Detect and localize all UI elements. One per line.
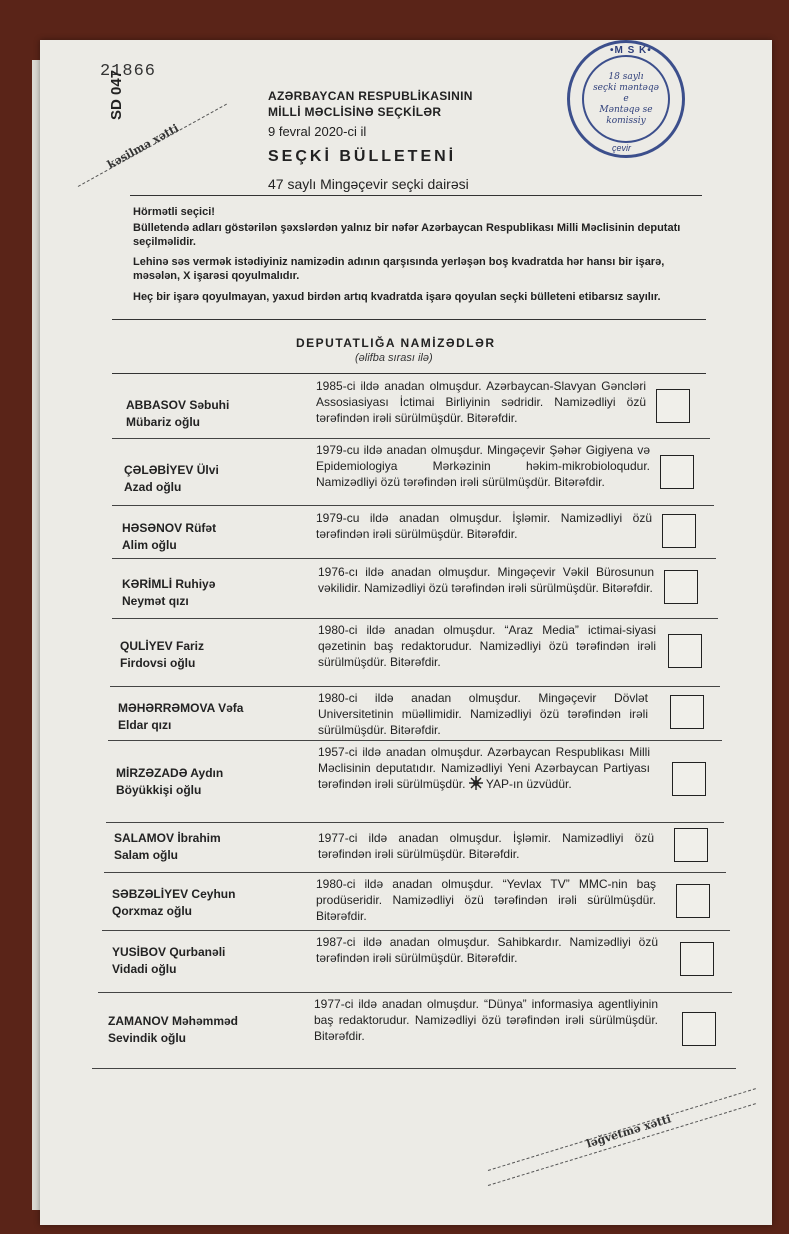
candidate-bio: 1985-ci ildə anadan olmuşdur. Azərbaycan-Slavyan Gəncləri Assosiasiyası İctimai Birliyinin sədridir. Namizədliyi özü tərəfindən irəli sürülmüşdür. Bitərəfdir. (316, 379, 646, 425)
commission-stamp (567, 40, 685, 158)
row-divider (112, 505, 714, 506)
ballot-title: SEÇKİ BÜLLETENİ (268, 148, 457, 165)
candidate-bio: 1957-ci ildə anadan olmuşdur. Azərbaycan Respublikası Milli Məclisinin deputatıdır. Namizədliyi Yeni Azərbaycan Partiyası tərəfindən irəli sürülmüşdür. YAP-ın üzvüdür. (318, 745, 650, 791)
row-divider (98, 992, 732, 993)
header-line-2: MİLLİ MƏCLİSİNƏ SEÇKİLƏR (268, 105, 442, 119)
district-code: SD 047 (108, 69, 125, 120)
row-divider (112, 438, 710, 439)
ballot-header (268, 88, 473, 120)
candidate-name: SALAMOV İbrahim Salam oğlu (114, 831, 221, 862)
candidate-name: HƏSƏNOV Rüfət Alim oğlu (122, 521, 217, 552)
header-line-1: AZƏRBAYCAN RESPUBLİKASININ (268, 89, 473, 103)
stamp-line-4: Məntəqə se (599, 104, 653, 115)
vote-checkbox[interactable] (670, 695, 704, 729)
cut-line-label: kəsilmə xətti (105, 121, 181, 172)
candidate-bio: 1980-ci ildə anadan olmuşdur. Mingəçevir Dövlət Universitetinin müəllimidir. Namizədliyi özü tərəfindən irəli sürülmüşdür. Bitərəfdir. (318, 691, 648, 737)
candidate-bio: 1976-cı ildə anadan olmuşdur. Mingəçevir Vəkil Bürosunun vəkilidir. Namizədliyi özü tərəfindən irəli sürülmüşdür. Bitərəfdir. (318, 565, 654, 595)
row-divider (110, 686, 720, 687)
candidates-subtitle: (əlifba sırası ilə) (355, 352, 433, 364)
vote-checkbox[interactable] (674, 828, 708, 862)
vote-checkbox[interactable] (672, 762, 706, 796)
candidate-bio: 1979-cu ildə anadan olmuşdur. Mingəçevir Şəhər Gigiyena və Epidemiologiya Mərkəzinin həkim-mikrobioloqudur. Namizədliyi özü tərəfindən irəli sürülmüşdür. Bitərəfdir. (316, 443, 650, 489)
instructions-paragraph-2: Lehinə səs vermək istədiyiniz namizədin adının qarşısında yerləşən boş kvadratda hər hansı bir işarə, məsələn, X işarəsi qoyulmalıdır. (133, 256, 665, 282)
header-divider (130, 195, 702, 196)
row-divider (104, 872, 726, 873)
candidate-name: ZAMANOV Məhəmməd Sevindik oğlu (108, 1014, 239, 1045)
cancellation-line-label: ləğvetmə xətti (585, 1112, 673, 1151)
stamp-bottom-text: çevir (612, 143, 632, 153)
candidate-bio: 1980-ci ildə anadan olmuşdur. “Araz Media” ictimai-siyasi qəzetinin baş redaktorudur. Namizədliyi özü tərəfindən irəli sürülmüşdür. Bitərəfdir. (318, 623, 656, 669)
stamp-line-1: 18 saylı (608, 71, 644, 82)
candidate-bio: 1987-ci ildə anadan olmuşdur. Sahibkardır. Namizədliyi özü tərəfindən irəli sürülmüşdür. Bitərəfdir. (316, 935, 658, 965)
candidate-name: QULİYEV Fariz Firdovsi oğlu (120, 639, 205, 670)
row-divider (102, 930, 730, 931)
stamp-top-text: •M S K• (610, 45, 652, 56)
candidate-name: MƏHƏRRƏMOVA Vəfa Eldar qızı (118, 701, 244, 732)
stamp-line-3: e (623, 93, 629, 104)
vote-checkbox[interactable] (676, 884, 710, 918)
candidate-bio: 1980-ci ildə anadan olmuşdur. “Yevlax TV” MMC-nin baş prodüseridir. Namizədliyi özü tərəfindən irəli sürülmüşdür. Bitərəfdir. (316, 877, 656, 923)
candidates-title: DEPUTATLIĞA NAMİZƏDLƏR (296, 336, 496, 350)
row-divider (106, 822, 724, 823)
candidate-bio: 1979-cu ildə anadan olmuşdur. İşləmir. Namizədliyi özü tərəfindən irəli sürülmüşdür. Bitərəfdir. (316, 511, 652, 541)
candidates-bottom-rule (92, 1068, 736, 1069)
stamp-line-5: komissiy (606, 115, 646, 126)
vote-checkbox[interactable] (664, 570, 698, 604)
instructions-greeting: Hörmətli seçici! (133, 206, 215, 218)
vote-checkbox[interactable] (680, 942, 714, 976)
instructions-divider (112, 319, 706, 320)
candidate-name: KƏRİMLİ Ruhiyə Neymət qızı (122, 577, 216, 608)
candidate-name: ABBASOV Səbuhi Mübariz oğlu (126, 398, 230, 429)
candidate-bio: 1977-ci ildə anadan olmuşdur. “Dünya” informasiya agentliyinin baş redaktorudur. Namizədliyi özü tərəfindən irəli sürülmüşdür. Bitərəfdir. (314, 997, 658, 1043)
yap-emblem-icon (469, 776, 483, 790)
candidate-bio: 1977-ci ildə anadan olmuşdur. İşləmir. Namizədliyi özü tərəfindən irəli sürülmüşdür. Bitərəfdir. (318, 831, 654, 861)
candidates-top-rule (112, 373, 706, 374)
election-district: 47 saylı Mingəçevir seçki dairəsi (268, 176, 469, 192)
row-divider (108, 740, 722, 741)
candidate-name: YUSİBOV Qurbanəli Vidadi oğlu (112, 945, 226, 976)
vote-checkbox[interactable] (662, 514, 696, 548)
instructions-paragraph-1: Bülletendə adları göstərilən şəxslərdən yalnız bir nəfər Azərbaycan Respublikası Milli Məclisinin deputatı seçilməlidir. (133, 222, 681, 248)
candidate-name: MİRZƏZADƏ Aydın Böyükkişi oğlu (116, 766, 224, 797)
vote-checkbox[interactable] (660, 455, 694, 489)
instructions-paragraph-3: Heç bir işarə qoyulmayan, yaxud birdən artıq kvadratda işarə qoyulan seçki bülleteni etibarsız sayılır. (133, 291, 661, 303)
vote-checkbox[interactable] (656, 389, 690, 423)
serial-number: 21866 (100, 62, 157, 81)
vote-checkbox[interactable] (682, 1012, 716, 1046)
election-date: 9 fevral 2020-ci il (268, 124, 367, 139)
candidate-name: SƏBZƏLİYEV Ceyhun Qorxmaz oğlu (112, 887, 236, 918)
row-divider (112, 558, 716, 559)
stamp-center (582, 55, 670, 143)
stamp-line-2: seçki məntəqə (593, 82, 659, 93)
vote-checkbox[interactable] (668, 634, 702, 668)
row-divider (112, 618, 718, 619)
candidate-name: ÇƏLƏBİYEV Ülvi Azad oğlu (124, 463, 219, 494)
